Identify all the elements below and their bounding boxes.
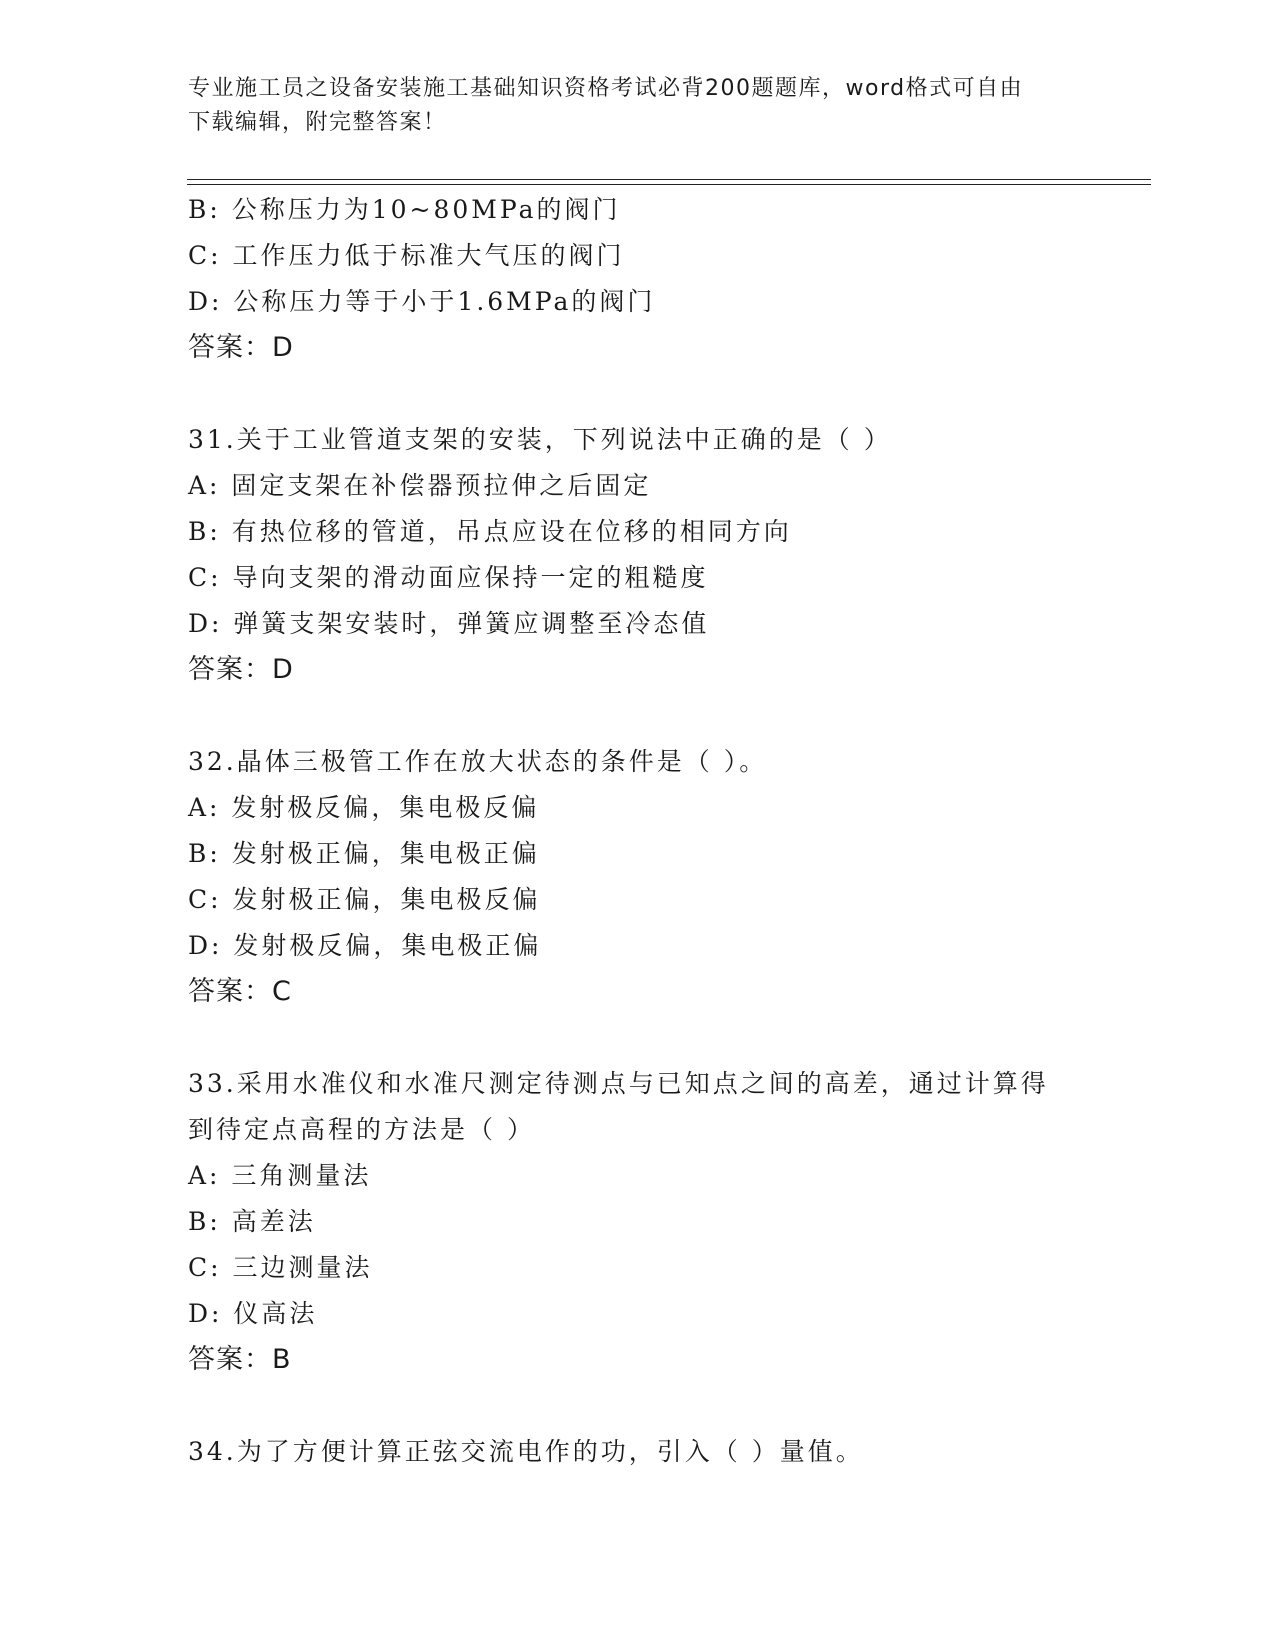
- option-c: C: 工作压力低于标准大气压的阀门: [188, 241, 625, 270]
- option-b: B: 发射极正偏，集电极正偏: [188, 839, 540, 868]
- spacer: [188, 371, 1088, 417]
- question-stem-line-1: 33.采用水准仪和水准尺测定待测点与已知点之间的高差，通过计算得: [188, 1069, 1049, 1098]
- document-header: [188, 72, 1068, 140]
- option-b: B: 有热位移的管道，吊点应设在位移的相同方向: [188, 517, 792, 546]
- header-divider-top: [187, 179, 1151, 180]
- option-a: A: 发射极反偏，集电极反偏: [188, 793, 540, 822]
- question-33: [188, 1061, 1088, 1383]
- question-stem-line-2: 到待定点高程的方法是（ ）: [188, 1115, 535, 1144]
- question-stem: 34.为了方便计算正弦交流电作的功，引入（ ）量值。: [188, 1437, 864, 1466]
- option-c: C: 导向支架的滑动面应保持一定的粗糙度: [188, 563, 709, 592]
- option-b: B: 高差法: [188, 1207, 316, 1236]
- question-30-continued: [188, 187, 1088, 371]
- spacer: [188, 1015, 1088, 1061]
- option-d: D: 发射极反偏，集电极正偏: [188, 931, 542, 960]
- header-divider-bottom: [187, 184, 1151, 185]
- option-d: D: 公称压力等于小于1.6MPa的阀门: [188, 287, 656, 316]
- question-list: [188, 187, 1088, 1475]
- header-line-2: 下载编辑，附完整答案！: [188, 110, 447, 135]
- answer: 答案：D: [188, 332, 294, 363]
- option-b: B: 公称压力为10~80MPa的阀门: [188, 195, 621, 224]
- option-a: A: 固定支架在补偿器预拉伸之后固定: [188, 471, 652, 500]
- spacer: [188, 693, 1088, 739]
- spacer: [188, 1383, 1088, 1429]
- answer: 答案：D: [188, 654, 294, 685]
- option-c: C: 三边测量法: [188, 1253, 373, 1282]
- option-a: A: 三角测量法: [188, 1161, 372, 1190]
- question-stem: 32.晶体三极管工作在放大状态的条件是（ ）。: [188, 747, 768, 776]
- option-d: D: 弹簧支架安装时，弹簧应调整至冷态值: [188, 609, 710, 638]
- question-34: [188, 1429, 1088, 1475]
- question-31: [188, 417, 1088, 693]
- question-32: [188, 739, 1088, 1015]
- answer: 答案：C: [188, 976, 292, 1007]
- option-c: C: 发射极正偏，集电极反偏: [188, 885, 541, 914]
- question-stem: 31.关于工业管道支架的安装，下列说法中正确的是（ ）: [188, 425, 892, 454]
- header-line-1: 专业施工员之设备安装施工基础知识资格考试必背200题题库，word格式可自由: [188, 76, 1024, 101]
- option-d: D: 仪高法: [188, 1299, 318, 1328]
- answer: 答案：B: [188, 1344, 292, 1375]
